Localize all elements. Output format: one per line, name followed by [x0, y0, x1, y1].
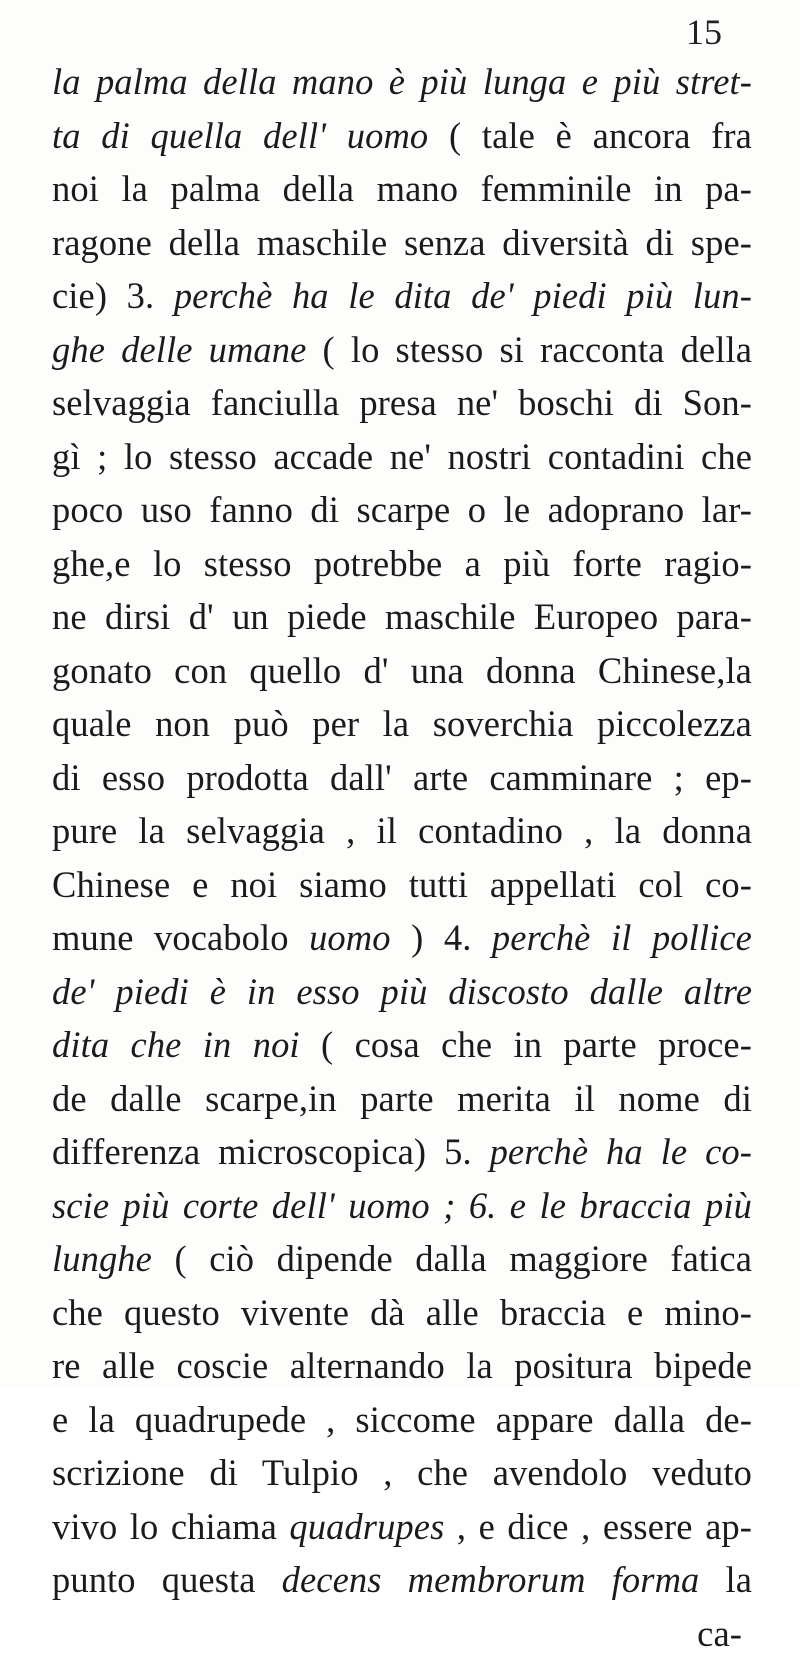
italic-text-segment: lunghe	[52, 1238, 152, 1279]
text-line	[52, 1286, 752, 1340]
text-line	[52, 1125, 752, 1179]
text-line	[52, 697, 752, 751]
text-segment: differenza microscopica) 5.	[52, 1131, 490, 1172]
text-segment: , e dice , essere ap-	[444, 1506, 752, 1547]
text-line	[52, 109, 752, 163]
text-segment: ragone della maschile senza diversità di spe-	[52, 222, 752, 263]
text-segment: pure la selvaggia , il contadino , la donna	[52, 810, 752, 851]
text-segment: ( cosa che in parte proce-	[300, 1024, 752, 1065]
text-line	[52, 483, 752, 537]
text-segment: ne dirsi d' un piede maschile Europeo para-	[52, 596, 752, 637]
italic-text-segment: uomo	[309, 917, 391, 958]
text-line	[52, 1339, 752, 1393]
text-line	[52, 1179, 752, 1233]
catchword: ca-	[52, 1607, 752, 1660]
text-line	[52, 1553, 752, 1607]
text-line	[52, 376, 752, 430]
page-number: 15	[686, 14, 722, 50]
text-line	[52, 911, 752, 965]
text-segment: Chinese e noi siamo tutti appellati col co-	[52, 864, 752, 905]
text-line	[52, 1072, 752, 1126]
text-segment: scrizione di Tulpio , che avendolo veduto	[52, 1452, 752, 1493]
text-line	[52, 1446, 752, 1500]
text-segment: mune vocabolo	[52, 917, 309, 958]
italic-text-segment: ta di quella dell' uomo	[52, 115, 428, 156]
text-line	[52, 644, 752, 698]
text-line	[52, 858, 752, 912]
text-segment: che questo vivente dà alle braccia e mino-	[52, 1292, 752, 1333]
italic-text-segment: decens membrorum forma	[282, 1559, 700, 1600]
text-segment: e la quadrupede , siccome appare dalla de-	[52, 1399, 752, 1440]
text-line	[52, 537, 752, 591]
italic-text-segment: de' piedi è in esso più discosto dalle altre	[52, 971, 752, 1012]
italic-text-segment: ghe delle umane	[52, 329, 306, 370]
text-segment: di esso prodotta dall' arte camminare ; ep-	[52, 757, 752, 798]
text-line	[52, 804, 752, 858]
italic-text-segment: la palma della mano è più lunga e più stret-	[52, 61, 752, 102]
text-line	[52, 1018, 752, 1072]
italic-text-segment: dita che in noi	[52, 1024, 300, 1065]
text-segment: gì ; lo stesso accade ne' nostri contadini che	[52, 436, 752, 477]
text-segment: noi la palma della mano femminile in pa-	[52, 168, 752, 209]
text-segment: gonato con quello d' una donna Chinese,la	[52, 650, 752, 691]
text-line	[52, 323, 752, 377]
text-segment: ghe,e lo stesso potrebbe a più forte ragio-	[52, 543, 752, 584]
text-line	[52, 590, 752, 644]
text-line	[52, 965, 752, 1019]
italic-text-segment: perchè ha le co-	[490, 1131, 752, 1172]
text-line	[52, 162, 752, 216]
text-line	[52, 269, 752, 323]
text-line	[52, 1232, 752, 1286]
italic-text-segment: perchè il pollice	[492, 917, 752, 958]
text-segment: la	[699, 1559, 752, 1600]
text-line	[52, 55, 752, 109]
text-segment: re alle coscie alternando la positura bipede	[52, 1345, 752, 1386]
text-segment: quale non può per la soverchia piccolezza	[52, 703, 752, 744]
text-segment: punto questa	[52, 1559, 282, 1600]
text-segment: vivo lo chiama	[52, 1506, 289, 1547]
text-line	[52, 1500, 752, 1554]
text-segment: poco uso fanno di scarpe o le adoprano lar-	[52, 489, 752, 530]
text-segment: ( tale è ancora fra	[428, 115, 752, 156]
body-text	[52, 55, 752, 1660]
italic-text-segment: scie più corte dell' uomo ; 6. e le braccia più	[52, 1185, 752, 1226]
text-line	[52, 1393, 752, 1447]
text-line	[52, 216, 752, 270]
italic-text-segment: perchè ha le dita de' piedi più lun-	[174, 275, 752, 316]
italic-text-segment: quadrupes	[289, 1506, 444, 1547]
text-segment: ( ciò dipende dalla maggiore fatica	[152, 1238, 752, 1279]
text-segment: ( lo stesso si racconta della	[306, 329, 752, 370]
text-line	[52, 430, 752, 484]
text-segment: cie) 3.	[52, 275, 174, 316]
text-segment: de dalle scarpe,in parte merita il nome di	[52, 1078, 752, 1119]
text-segment: ) 4.	[391, 917, 492, 958]
text-line	[52, 751, 752, 805]
text-segment: selvaggia fanciulla presa ne' boschi di Son-	[52, 382, 752, 423]
